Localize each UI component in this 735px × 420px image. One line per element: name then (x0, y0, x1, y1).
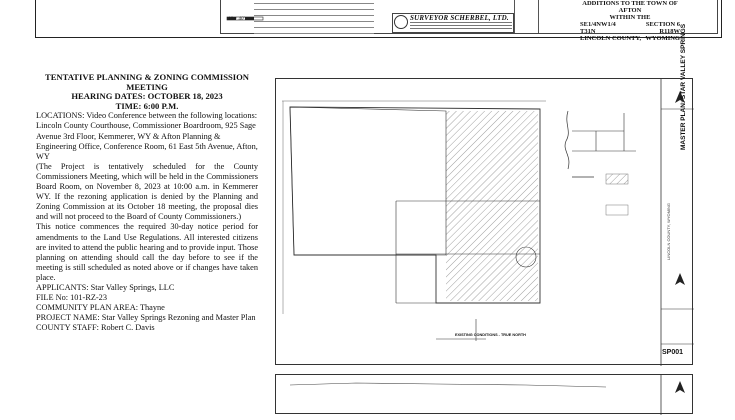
notice-project-name: PROJECT NAME: Star Valley Springs Rezoning and Master Plan (36, 313, 256, 323)
sheet-box-2 (538, 0, 575, 33)
legal-cell: R118W (659, 28, 680, 35)
site-plan-drawing (276, 79, 694, 366)
notice-file-number: FILE No: 101-RZ-23 (36, 293, 107, 303)
legal-cell: T31N (580, 28, 596, 35)
second-plan-sheet (275, 374, 693, 414)
surveyor-address (410, 22, 512, 31)
revision-table (254, 0, 374, 32)
legal-cell: LINCOLN COUNTY, (580, 35, 642, 42)
sheet-title: MASTER PLAN: STAR VALLEY SPRINGS (680, 23, 687, 150)
legal-line: ADDITIONS TO THE TOWN OF AFTON (582, 0, 678, 14)
notice-title: TENTATIVE PLANNING & ZONING COMMISSION (44, 72, 250, 82)
notice-title: MEETING (126, 81, 168, 92)
sheet-number: SP001 (662, 349, 684, 356)
legal-cell: SECTION 6 (645, 21, 680, 28)
notice-county-staff: COUNTY STAFF: Robert C. Davis (36, 323, 155, 333)
notice-applicants: APPLICANTS: Star Valley Springs, LLC (36, 282, 175, 292)
vicinity-river (565, 111, 569, 169)
legal-line: WITHIN THE (609, 14, 651, 21)
hatched-area (446, 111, 538, 301)
notice-commencement: This notice commences the required 30-day notice period for amendments to the Land Use Regulations. All interested citizens are invited to attend the public hearing and to provide input. Those planning on attending should call the day before to see if the meeting is still scheduled as noted above or if changes have taken place. (36, 222, 258, 282)
notice-hearing-date: HEARING DATES: OCTOBER 18, 2023 (71, 91, 223, 102)
master-plan-sheet (275, 78, 693, 365)
sheet-subtitle: LINCOLN COUNTY, WYOMING (666, 202, 671, 260)
drawing-caption: EXISTING CONDITIONS - TRUE NORTH (455, 333, 526, 337)
legal-cell: SE1/4NW1/4 (580, 21, 616, 28)
scale-label: 1" = 40' (228, 17, 245, 22)
notice-project-note: (The Project is tentatively scheduled for the County Commissioners Meeting, which will be held in the Commissioners Board Room, on November 8, 2023 at 10:00 a.m. in Kemmerer WY. If the rezoning application is denied by the Planning and Zoning Commission at its October 18 meeting, the proposal dies and will not proceed to the Board of County Commissioners.) (36, 161, 258, 222)
sheet-box-1 (514, 0, 539, 33)
surveyor-seal-icon (394, 15, 408, 29)
notice-plan-area: COMMUNITY PLAN AREA: Thayne (36, 303, 165, 313)
north-arrow-icon (675, 381, 685, 393)
legend-hatch (606, 174, 628, 184)
surveyor-name: SURVEYOR SCHERBEL, LTD. (410, 14, 509, 22)
north-arrow-icon (675, 273, 685, 285)
legal-description (576, 0, 684, 42)
notice-locations: LOCATIONS: Video Conference between the following locations: (36, 111, 258, 121)
hearing-notice (36, 73, 258, 333)
notice-time: TIME: 6:00 P.M. (115, 100, 179, 111)
legal-cell: WYOMING (645, 35, 680, 42)
notice-location-detail: Lincoln County Courthouse, Commissioner Boardroom, 925 Sage Avenue 3rd Floor, Kemmerer, WY & Afton Planning & Engineering Office, Conference Room, 61 East 5th Avenue, Afton, WY (36, 121, 258, 161)
